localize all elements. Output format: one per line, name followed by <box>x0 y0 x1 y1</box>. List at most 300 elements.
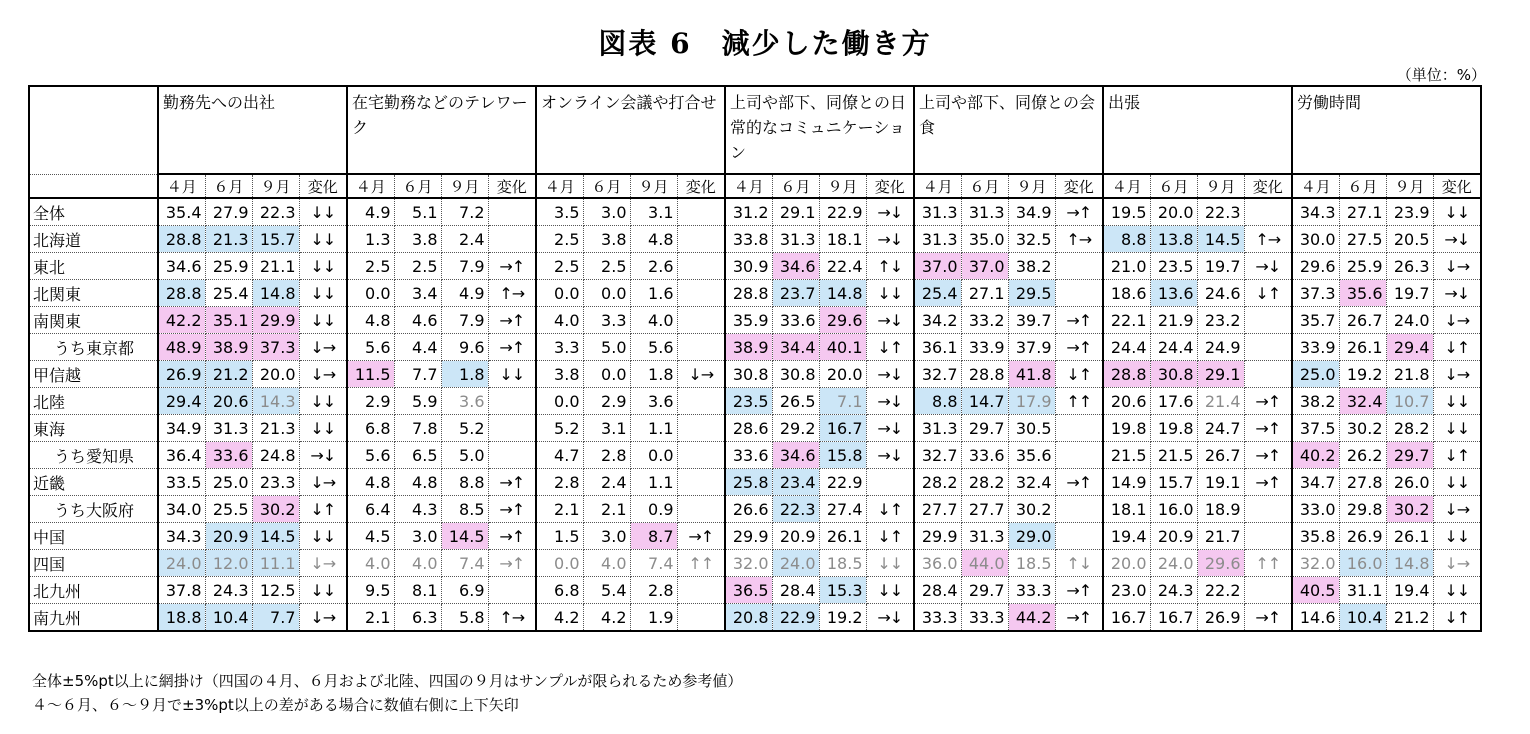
value-cell: 29.9 <box>914 523 961 550</box>
value-cell: 29.7 <box>1386 442 1433 469</box>
value-cell: 5.2 <box>536 415 583 442</box>
change-arrow-cell: ↓↓ <box>1433 523 1481 550</box>
group-header: 出張 <box>1103 86 1292 174</box>
value-cell: 5.9 <box>394 388 441 415</box>
value-cell: 9.5 <box>347 577 394 604</box>
value-cell: 3.1 <box>583 415 630 442</box>
value-cell: 11.5 <box>347 361 394 388</box>
value-cell: 37.9 <box>1008 334 1055 361</box>
subheader-cell: ４月 <box>158 174 205 198</box>
change-arrow-cell: ↓→ <box>1433 307 1481 334</box>
value-cell: 21.5 <box>1103 442 1150 469</box>
value-cell: 4.2 <box>583 604 630 632</box>
change-arrow-cell: →↑ <box>488 496 536 523</box>
value-cell: 3.6 <box>630 388 677 415</box>
value-cell: 36.5 <box>725 577 772 604</box>
change-arrow-cell: →↑ <box>1055 604 1103 632</box>
value-cell: 26.1 <box>819 523 866 550</box>
value-cell: 4.8 <box>630 226 677 253</box>
value-cell: 34.3 <box>1292 198 1339 226</box>
value-cell: 14.5 <box>252 523 299 550</box>
change-arrow-cell: →↑ <box>1055 307 1103 334</box>
value-cell: 19.8 <box>1150 415 1197 442</box>
value-cell: 7.7 <box>252 604 299 632</box>
value-cell: 2.5 <box>536 253 583 280</box>
value-cell: 29.2 <box>772 415 819 442</box>
value-cell: 22.4 <box>819 253 866 280</box>
value-cell: 7.4 <box>441 550 488 577</box>
value-cell: 3.3 <box>536 334 583 361</box>
change-arrow-cell: →↓ <box>866 415 914 442</box>
value-cell: 16.0 <box>1339 550 1386 577</box>
value-cell: 4.3 <box>394 496 441 523</box>
change-arrow-cell: ↓↓ <box>866 280 914 307</box>
value-cell: 30.2 <box>1386 496 1433 523</box>
value-cell: 36.4 <box>158 442 205 469</box>
change-arrow-cell: →↓ <box>866 442 914 469</box>
change-arrow-cell <box>1244 361 1292 388</box>
value-cell: 7.4 <box>630 550 677 577</box>
value-cell: 8.5 <box>441 496 488 523</box>
value-cell: 38.2 <box>1292 388 1339 415</box>
change-arrow-cell: ↓↓ <box>299 198 347 226</box>
region-label: 北九州 <box>29 577 158 604</box>
value-cell: 20.0 <box>1103 550 1150 577</box>
subheader-cell: ６月 <box>961 174 1008 198</box>
change-arrow-cell: ↓↓ <box>1433 469 1481 496</box>
change-arrow-cell: ↓↓ <box>488 361 536 388</box>
change-arrow-cell: ↓↓ <box>299 523 347 550</box>
footnote-shading: 全体±5%pt以上に網掛け（四国の４月、６月および北陸、四国の９月はサンプルが限られるため参考値） <box>32 672 743 690</box>
value-cell: 35.7 <box>1292 307 1339 334</box>
value-cell: 21.5 <box>1150 442 1197 469</box>
value-cell: 2.9 <box>583 388 630 415</box>
value-cell: 4.9 <box>441 280 488 307</box>
value-cell: 4.0 <box>536 307 583 334</box>
value-cell: 2.6 <box>630 253 677 280</box>
value-cell: 2.5 <box>347 253 394 280</box>
change-arrow-cell <box>1055 442 1103 469</box>
value-cell: 23.7 <box>772 280 819 307</box>
value-cell: 23.3 <box>252 469 299 496</box>
value-cell: 3.0 <box>394 523 441 550</box>
value-cell: 23.4 <box>772 469 819 496</box>
value-cell: 25.8 <box>725 469 772 496</box>
value-cell: 0.0 <box>536 280 583 307</box>
value-cell: 34.2 <box>914 307 961 334</box>
table-row <box>29 280 1481 307</box>
value-cell: 19.8 <box>1103 415 1150 442</box>
subheader-cell: ４月 <box>536 174 583 198</box>
value-cell: 0.0 <box>536 550 583 577</box>
change-arrow-cell <box>1055 415 1103 442</box>
value-cell: 12.0 <box>205 550 252 577</box>
value-cell: 23.9 <box>1386 198 1433 226</box>
table-row <box>29 442 1481 469</box>
region-label: 東海 <box>29 415 158 442</box>
change-arrow-cell: ↓→ <box>1433 496 1481 523</box>
value-cell: 6.5 <box>394 442 441 469</box>
change-arrow-cell <box>677 307 725 334</box>
value-cell: 28.8 <box>158 280 205 307</box>
value-cell: 39.7 <box>1008 307 1055 334</box>
value-cell: 28.8 <box>961 361 1008 388</box>
value-cell: 8.1 <box>394 577 441 604</box>
value-cell: 0.0 <box>536 388 583 415</box>
value-cell: 4.0 <box>583 550 630 577</box>
value-cell: 32.7 <box>914 442 961 469</box>
region-label: 南関東 <box>29 307 158 334</box>
value-cell: 14.7 <box>961 388 1008 415</box>
change-arrow-cell <box>677 469 725 496</box>
value-cell: 3.1 <box>630 198 677 226</box>
subheader-cell: ４月 <box>914 174 961 198</box>
value-cell: 33.0 <box>1292 496 1339 523</box>
value-cell: 3.8 <box>536 361 583 388</box>
value-cell: 3.5 <box>536 198 583 226</box>
change-arrow-cell: ↓↓ <box>299 280 347 307</box>
table-row <box>29 577 1481 604</box>
subheader-cell: ４月 <box>347 174 394 198</box>
change-arrow-cell <box>866 469 914 496</box>
value-cell: 30.2 <box>252 496 299 523</box>
table-row <box>29 496 1481 523</box>
value-cell: 40.2 <box>1292 442 1339 469</box>
value-cell: 2.4 <box>441 226 488 253</box>
value-cell: 18.8 <box>158 604 205 632</box>
change-arrow-cell: ↑↑ <box>677 550 725 577</box>
value-cell: 5.0 <box>441 442 488 469</box>
data-table <box>28 85 1482 632</box>
value-cell: 21.8 <box>1386 361 1433 388</box>
value-cell: 38.2 <box>1008 253 1055 280</box>
region-label: 東北 <box>29 253 158 280</box>
value-cell: 25.9 <box>205 253 252 280</box>
table-row <box>29 604 1481 632</box>
value-cell: 29.1 <box>772 198 819 226</box>
value-cell: 26.7 <box>1339 307 1386 334</box>
value-cell: 10.7 <box>1386 388 1433 415</box>
change-arrow-cell: ↓→ <box>299 334 347 361</box>
value-cell: 33.6 <box>205 442 252 469</box>
change-arrow-cell: ↓↑ <box>1433 334 1481 361</box>
value-cell: 1.1 <box>630 469 677 496</box>
value-cell: 18.5 <box>819 550 866 577</box>
value-cell: 1.8 <box>630 361 677 388</box>
value-cell: 26.3 <box>1386 253 1433 280</box>
change-arrow-cell: →↑ <box>1244 388 1292 415</box>
value-cell: 29.7 <box>961 415 1008 442</box>
value-cell: 19.4 <box>1386 577 1433 604</box>
value-cell: 15.7 <box>252 226 299 253</box>
value-cell: 31.2 <box>725 198 772 226</box>
value-cell: 20.0 <box>1150 198 1197 226</box>
value-cell: 3.0 <box>583 523 630 550</box>
value-cell: 14.8 <box>1386 550 1433 577</box>
value-cell: 26.9 <box>1339 523 1386 550</box>
value-cell: 36.0 <box>914 550 961 577</box>
value-cell: 3.3 <box>583 307 630 334</box>
change-arrow-cell: →↑ <box>1244 415 1292 442</box>
value-cell: 29.4 <box>158 388 205 415</box>
change-arrow-cell <box>677 604 725 632</box>
value-cell: 14.8 <box>819 280 866 307</box>
value-cell: 34.6 <box>772 253 819 280</box>
value-cell: 4.0 <box>630 307 677 334</box>
value-cell: 33.3 <box>1008 577 1055 604</box>
change-arrow-cell <box>677 496 725 523</box>
change-arrow-cell: →↑ <box>1244 469 1292 496</box>
value-cell: 24.9 <box>1197 334 1244 361</box>
unit-label: （単位：%） <box>1396 66 1486 84</box>
table-row <box>29 550 1481 577</box>
change-arrow-cell: ↓↓ <box>866 577 914 604</box>
value-cell: 5.1 <box>394 198 441 226</box>
change-arrow-cell: ↓↓ <box>1433 198 1481 226</box>
value-cell: 26.0 <box>1386 469 1433 496</box>
value-cell: 15.7 <box>1150 469 1197 496</box>
value-cell: 29.8 <box>1339 496 1386 523</box>
value-cell: 1.5 <box>536 523 583 550</box>
value-cell: 34.9 <box>1008 198 1055 226</box>
value-cell: 6.4 <box>347 496 394 523</box>
value-cell: 13.8 <box>1150 226 1197 253</box>
change-arrow-cell: →↑ <box>488 523 536 550</box>
value-cell: 28.6 <box>725 415 772 442</box>
value-cell: 27.4 <box>819 496 866 523</box>
subheader-row <box>29 174 1481 198</box>
change-arrow-cell: →↓ <box>1244 253 1292 280</box>
value-cell: 10.4 <box>205 604 252 632</box>
value-cell: 26.9 <box>1197 604 1244 632</box>
value-cell: 25.4 <box>914 280 961 307</box>
change-arrow-cell: ↑↓ <box>1055 550 1103 577</box>
value-cell: 30.0 <box>1292 226 1339 253</box>
group-header: 在宅勤務などのテレワーク <box>347 86 536 174</box>
value-cell: 30.8 <box>772 361 819 388</box>
value-cell: 28.8 <box>1103 361 1150 388</box>
region-label: 全体 <box>29 198 158 226</box>
value-cell: 30.2 <box>1339 415 1386 442</box>
value-cell: 8.8 <box>914 388 961 415</box>
subheader-cell: ４月 <box>1292 174 1339 198</box>
value-cell: 35.6 <box>1008 442 1055 469</box>
change-arrow-cell: →↓ <box>866 198 914 226</box>
value-cell: 7.9 <box>441 253 488 280</box>
change-arrow-cell: ↓↑ <box>299 496 347 523</box>
value-cell: 21.0 <box>1103 253 1150 280</box>
value-cell: 17.6 <box>1150 388 1197 415</box>
value-cell: 5.6 <box>347 334 394 361</box>
value-cell: 20.9 <box>772 523 819 550</box>
change-arrow-cell: ↓↑ <box>866 523 914 550</box>
subheader-cell: ４月 <box>1103 174 1150 198</box>
region-label: 甲信越 <box>29 361 158 388</box>
value-cell: 44.2 <box>1008 604 1055 632</box>
value-cell: 40.5 <box>1292 577 1339 604</box>
value-cell: 2.5 <box>583 253 630 280</box>
change-arrow-cell: →↑ <box>1055 334 1103 361</box>
value-cell: 28.2 <box>961 469 1008 496</box>
value-cell: 44.0 <box>961 550 1008 577</box>
value-cell: 21.2 <box>205 361 252 388</box>
subheader-cell: 変化 <box>677 174 725 198</box>
table-row <box>29 523 1481 550</box>
change-arrow-cell: ↓↑ <box>1433 604 1481 632</box>
value-cell: 4.4 <box>394 334 441 361</box>
change-arrow-cell: ↑↑ <box>1244 550 1292 577</box>
value-cell: 33.9 <box>1292 334 1339 361</box>
value-cell: 4.8 <box>347 307 394 334</box>
value-cell: 26.6 <box>725 496 772 523</box>
value-cell: 32.4 <box>1339 388 1386 415</box>
change-arrow-cell: ↓↓ <box>1433 388 1481 415</box>
value-cell: 31.1 <box>1339 577 1386 604</box>
change-arrow-cell: →↓ <box>1433 226 1481 253</box>
value-cell: 33.6 <box>961 442 1008 469</box>
value-cell: 36.1 <box>914 334 961 361</box>
value-cell: 1.3 <box>347 226 394 253</box>
value-cell: 1.6 <box>630 280 677 307</box>
value-cell: 26.1 <box>1339 334 1386 361</box>
table-row <box>29 226 1481 253</box>
change-arrow-cell: ↑→ <box>488 604 536 632</box>
value-cell: 32.5 <box>1008 226 1055 253</box>
change-arrow-cell: ↓→ <box>299 604 347 632</box>
region-label: うち大阪府 <box>29 496 158 523</box>
value-cell: 2.5 <box>394 253 441 280</box>
value-cell: 4.6 <box>394 307 441 334</box>
value-cell: 31.3 <box>961 198 1008 226</box>
region-label: うち東京都 <box>29 334 158 361</box>
value-cell: 14.3 <box>252 388 299 415</box>
value-cell: 22.3 <box>772 496 819 523</box>
value-cell: 32.7 <box>914 361 961 388</box>
value-cell: 5.8 <box>441 604 488 632</box>
value-cell: 25.0 <box>1292 361 1339 388</box>
value-cell: 31.3 <box>914 415 961 442</box>
value-cell: 33.8 <box>725 226 772 253</box>
table-row <box>29 253 1481 280</box>
value-cell: 27.9 <box>205 198 252 226</box>
change-arrow-cell: →↓ <box>299 442 347 469</box>
change-arrow-cell: ↓↓ <box>866 550 914 577</box>
value-cell: 23.2 <box>1197 307 1244 334</box>
subheader-cell: ６月 <box>1339 174 1386 198</box>
change-arrow-cell: ↓↑ <box>866 496 914 523</box>
value-cell: 20.0 <box>252 361 299 388</box>
value-cell: 0.9 <box>630 496 677 523</box>
change-arrow-cell: →↑ <box>488 253 536 280</box>
value-cell: 9.6 <box>441 334 488 361</box>
subheader-cell: ９月 <box>819 174 866 198</box>
value-cell: 25.5 <box>205 496 252 523</box>
table-corner-sub <box>29 174 158 198</box>
value-cell: 35.4 <box>158 198 205 226</box>
value-cell: 7.2 <box>441 198 488 226</box>
value-cell: 25.0 <box>205 469 252 496</box>
table-corner <box>29 86 158 174</box>
change-arrow-cell <box>677 334 725 361</box>
change-arrow-cell: ↓→ <box>299 361 347 388</box>
subheader-cell: 変化 <box>1433 174 1481 198</box>
value-cell: 32.0 <box>1292 550 1339 577</box>
value-cell: 6.8 <box>536 577 583 604</box>
subheader-cell: ４月 <box>725 174 772 198</box>
value-cell: 33.6 <box>772 307 819 334</box>
value-cell: 4.8 <box>394 469 441 496</box>
value-cell: 13.6 <box>1150 280 1197 307</box>
change-arrow-cell: →↑ <box>488 334 536 361</box>
page-title: 図表 6 減少した働き方 <box>598 27 932 60</box>
value-cell: 15.3 <box>819 577 866 604</box>
value-cell: 18.1 <box>819 226 866 253</box>
value-cell: 23.5 <box>725 388 772 415</box>
value-cell: 25.4 <box>205 280 252 307</box>
value-cell: 18.6 <box>1103 280 1150 307</box>
value-cell: 19.7 <box>1386 280 1433 307</box>
value-cell: 20.9 <box>205 523 252 550</box>
value-cell: 29.7 <box>961 577 1008 604</box>
value-cell: 34.7 <box>1292 469 1339 496</box>
value-cell: 18.1 <box>1103 496 1150 523</box>
value-cell: 20.9 <box>1150 523 1197 550</box>
value-cell: 19.2 <box>819 604 866 632</box>
value-cell: 21.1 <box>252 253 299 280</box>
change-arrow-cell <box>488 442 536 469</box>
value-cell: 3.0 <box>583 198 630 226</box>
subheader-cell: ９月 <box>252 174 299 198</box>
change-arrow-cell: ↑→ <box>1055 226 1103 253</box>
value-cell: 29.6 <box>1197 550 1244 577</box>
value-cell: 14.5 <box>441 523 488 550</box>
value-cell: 29.0 <box>1008 523 1055 550</box>
subheader-cell: ６月 <box>772 174 819 198</box>
change-arrow-cell: ↓→ <box>1433 253 1481 280</box>
footnote-arrows: ４～６月、６～９月で±3%pt以上の差がある場合に数値右側に上下矢印 <box>32 696 519 714</box>
value-cell: 4.8 <box>347 469 394 496</box>
table-row <box>29 415 1481 442</box>
region-label: 南九州 <box>29 604 158 632</box>
change-arrow-cell: →↓ <box>866 388 914 415</box>
value-cell: 20.5 <box>1386 226 1433 253</box>
value-cell: 23.0 <box>1103 577 1150 604</box>
value-cell: 1.8 <box>441 361 488 388</box>
value-cell: 19.5 <box>1103 198 1150 226</box>
change-arrow-cell: →↑ <box>677 523 725 550</box>
value-cell: 4.9 <box>347 198 394 226</box>
value-cell: 26.1 <box>1386 523 1433 550</box>
value-cell: 0.0 <box>630 442 677 469</box>
subheader-cell: ９月 <box>630 174 677 198</box>
value-cell: 31.3 <box>772 226 819 253</box>
value-cell: 29.4 <box>1386 334 1433 361</box>
subheader-cell: ６月 <box>583 174 630 198</box>
group-header: 労働時間 <box>1292 86 1481 174</box>
subheader-cell: 変化 <box>299 174 347 198</box>
value-cell: 24.0 <box>772 550 819 577</box>
value-cell: 5.6 <box>347 442 394 469</box>
change-arrow-cell: ↓↑ <box>1055 361 1103 388</box>
group-header: 勤務先への出社 <box>158 86 347 174</box>
value-cell: 22.3 <box>252 198 299 226</box>
change-arrow-cell: →↓ <box>1433 280 1481 307</box>
value-cell: 5.4 <box>583 577 630 604</box>
change-arrow-cell: →↓ <box>866 226 914 253</box>
value-cell: 2.8 <box>630 577 677 604</box>
value-cell: 19.4 <box>1103 523 1150 550</box>
value-cell: 21.7 <box>1197 523 1244 550</box>
